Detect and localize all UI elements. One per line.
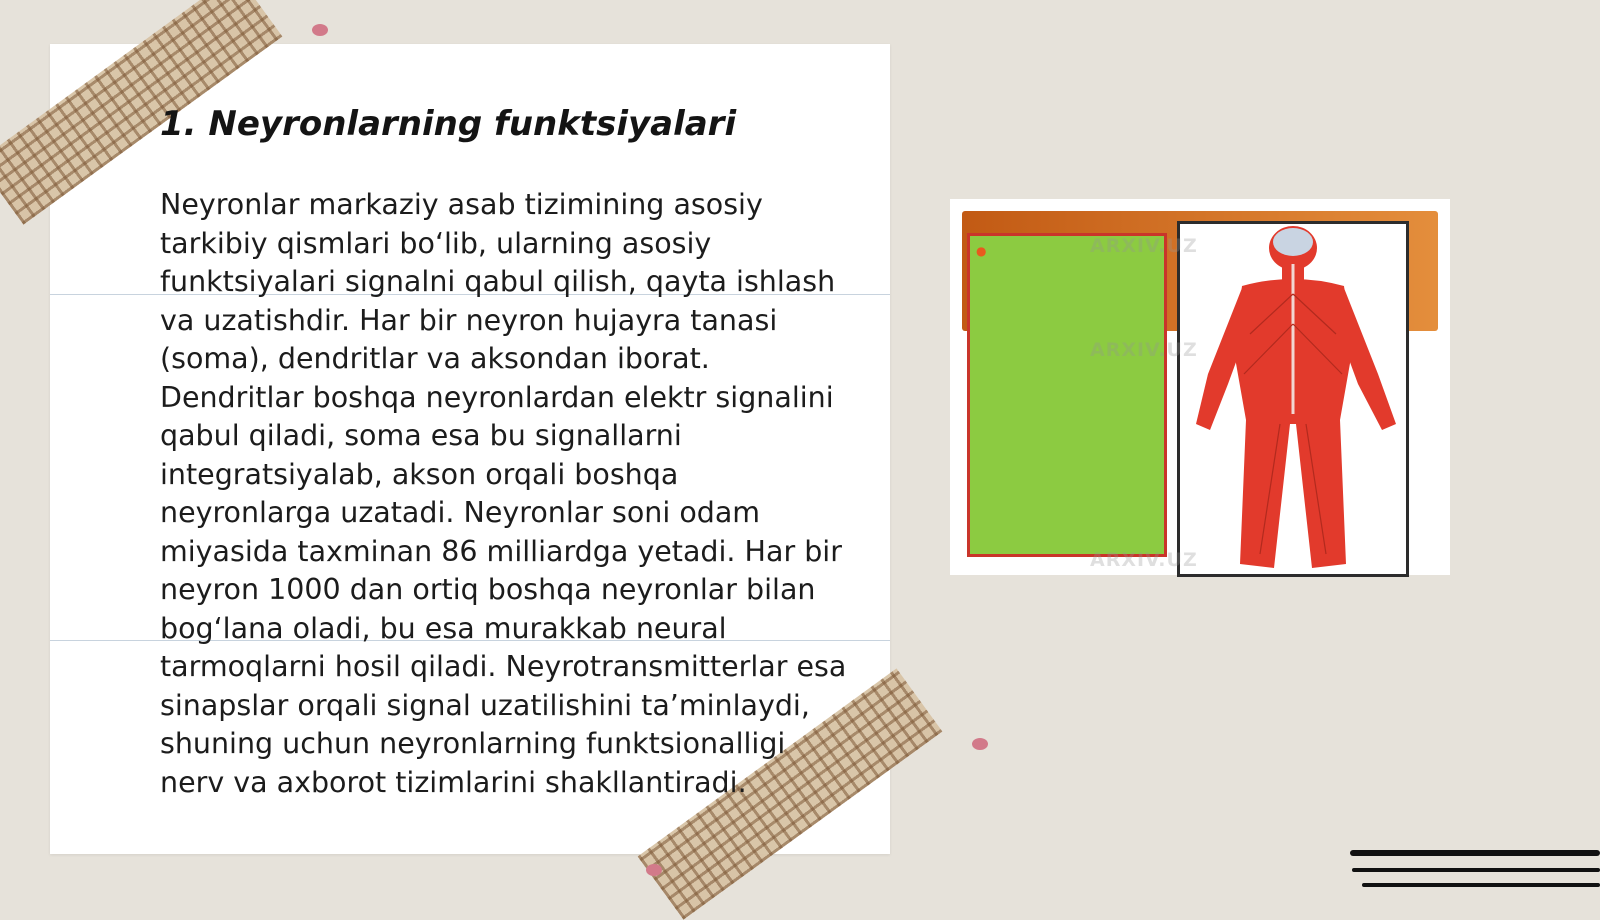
tape-pin-bottom-right: [972, 738, 988, 750]
figure-green-panel: [967, 233, 1167, 557]
bullet-icon: ●: [976, 244, 987, 258]
watermark-text: ARXIV.UZ: [1090, 235, 1198, 257]
slide-title: 1. Neyronlarning funktsiyalari: [160, 104, 737, 144]
decorative-stroke: [1352, 868, 1600, 872]
decorative-stroke: [1350, 850, 1600, 856]
figure-body-panel: [1177, 221, 1409, 577]
nervous-system-figure: [950, 199, 1450, 575]
decorative-stroke: [1362, 883, 1600, 887]
human-nervous-system-icon: [1180, 224, 1406, 574]
tape-pin-top: [312, 24, 328, 36]
watermark-text: ARXIV.UZ: [1090, 549, 1198, 571]
tape-pin-bottom-left: [646, 864, 662, 876]
slide-body-text: Neyronlar markaziy asab tizimining asosiy tarkibiy qismlari bo‘lib, ularning asosiy funktsiyalari signalni qabul qilish, qayta ishlash va uzatishdir. Har bir neyron hujayra tanasi (soma), dendritlar va aksondan iborat. Dendritlar boshqa neyronlardan elektr signalini qabul qiladi, soma esa bu signallarni integratsiyalab, akson orqali boshqa neyronlarga uzatadi. Neyronlar soni odam miyasida taxminan 86 milliardga yetadi. Har bir neyron 1000 dan ortiq boshqa neyronlar bilan bog‘lana oladi, bu esa murakkab neural tarmoqlarni hosil qiladi. Neyrotransmitterlar esa sinapslar orqali signal uzatilishini ta’minlaydi, shuning uchun neyronlarning funktsionalligi nerv va axborot tizimlarini shakllantiradi.: [160, 188, 847, 799]
watermark-text: ARXIV.UZ: [1090, 339, 1198, 361]
